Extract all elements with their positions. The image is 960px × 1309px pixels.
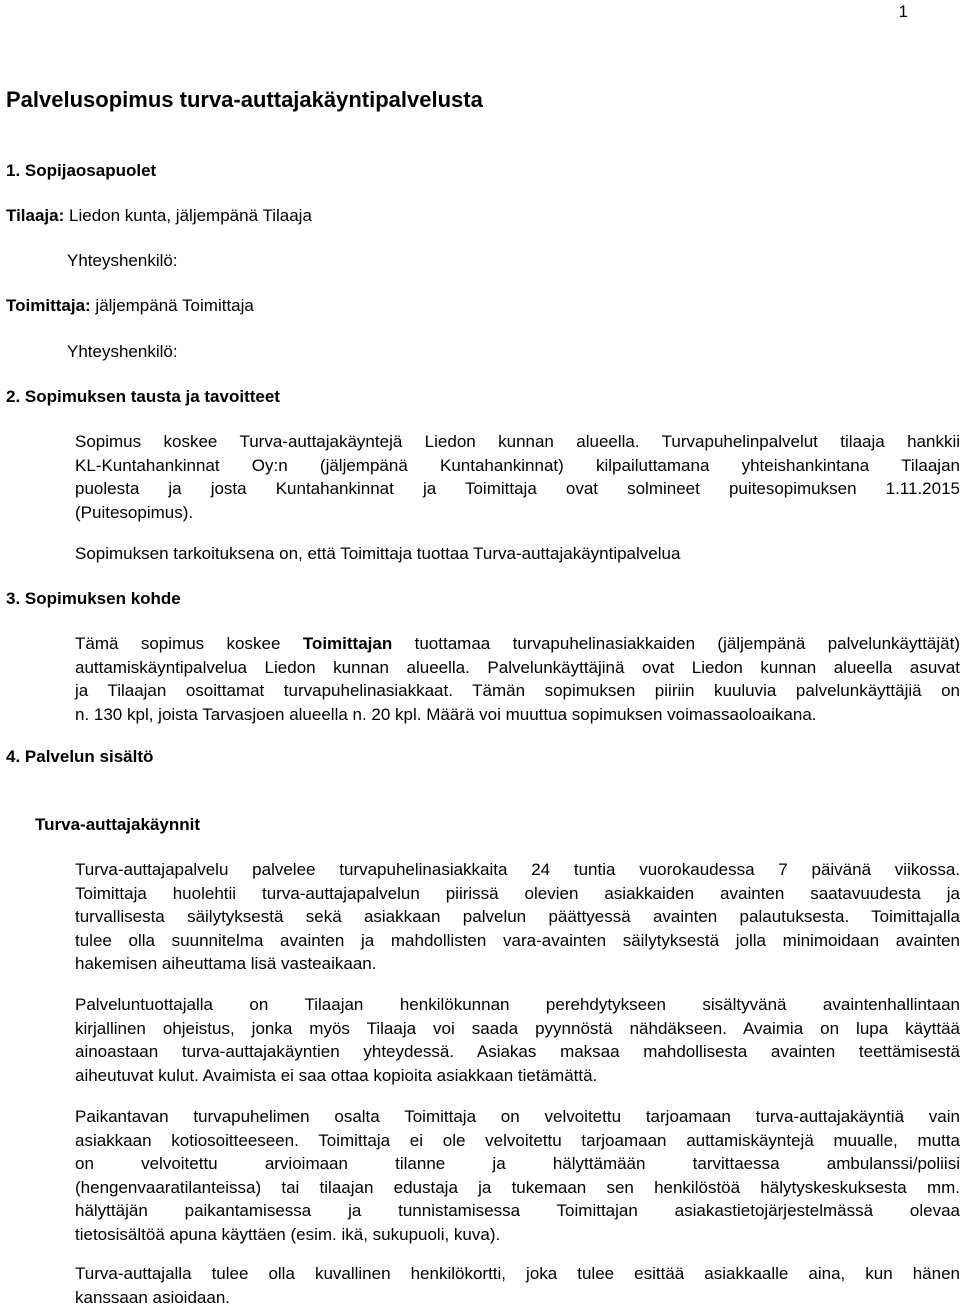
text-run: tuottamaa turvapuhelinasiakkaiden (jäljempänä palvelunkäyttäjät) (392, 634, 960, 653)
paragraph-line: auttamiskäyntipalvelua Liedon kunnan alueella. Palvelunkäyttäjinä ovat Liedon kunnan alueella asuvat (75, 656, 960, 680)
toimittaja-line (6, 294, 254, 318)
section-2-paragraph-1 (75, 430, 960, 524)
section-4-paragraph-4 (75, 1262, 960, 1309)
paragraph-line: ainoastaan turva-auttajakäyntien yhteydessä. Asiakas maksaa mahdollisesta avainten teettämisestä (75, 1040, 960, 1064)
document-title: Palvelusopimus turva-auttajakäyntipalvelusta (6, 86, 483, 114)
paragraph-line: on velvoitettu arvioimaan tilanne ja hälyttämään tarvittaessa ambulanssi/poliisi (75, 1152, 960, 1176)
paragraph-line: n. 130 kpl, joista Tarvasjoen alueella n. 20 kpl. Määrä voi muuttua sopimuksen voimassaoloaikana. (75, 703, 960, 727)
section-4-heading: 4. Palvelun sisältö (6, 745, 153, 769)
paragraph-line: Turva-auttajapalvelu palvelee turvapuhelinasiakkaita 24 tuntia vuorokaudessa 7 päivänä viikossa. (75, 858, 960, 882)
section-4-paragraph-3 (75, 1105, 960, 1246)
paragraph-line: kanssaan asioidaan. (75, 1286, 960, 1309)
section-2-paragraph-2: Sopimuksen tarkoituksena on, että Toimittaja tuottaa Turva-auttajakäyntipalvelua (75, 542, 960, 566)
paragraph-line: Paikantavan turvapuhelimen osalta Toimittaja on velvoitettu tarjoamaan turva-auttajakäyntiä vain (75, 1105, 960, 1129)
tilaaja-contact-label: Yhteyshenkilö: (67, 249, 178, 273)
toimittaja-contact-label: Yhteyshenkilö: (67, 340, 178, 364)
paragraph-line: tulee olla suunnitelma avainten ja mahdollisten vara-avainten säilytyksestä jolla minimoidaan avainten (75, 929, 960, 953)
paragraph-line: (Puitesopimus). (75, 501, 960, 525)
subheading-turva-auttajakaynnit: Turva-auttajakäynnit (35, 813, 200, 837)
paragraph-line: Toimittaja huolehtii turva-auttajapalvelun piirissä olevien asiakkaiden avainten saatavuudesta ja (75, 882, 960, 906)
toimittaja-label: Toimittaja: (6, 296, 91, 315)
paragraph-line: aiheutuvat kulut. Avaimista ei saa ottaa kopioita asiakkaan tietämättä. (75, 1064, 960, 1088)
text-run: Tämä sopimus koskee (75, 634, 303, 653)
tilaaja-value: Liedon kunta, jäljempänä Tilaaja (64, 206, 312, 225)
paragraph-line: kirjallinen ohjeistus, jonka myös Tilaaja voi saada pyynnöstä nähdäkseen. Avaimia on lupa käyttää (75, 1017, 960, 1041)
section-4-paragraph-2 (75, 993, 960, 1087)
paragraph-line: (hengenvaaratilanteissa) tai tilaajan edustaja ja tukemaan sen henkilöstöä hälytyskeskuksesta mm. (75, 1176, 960, 1200)
paragraph-line: Palveluntuottajalla on Tilaajan henkilökunnan perehdytykseen sisältyvänä avaintenhallintaan (75, 993, 960, 1017)
paragraph-line (75, 632, 960, 656)
paragraph-line: KL-Kuntahankinnat Oy:n (jäljempänä Kuntahankinnat) kilpailuttamana yhteishankintana Tilaajan (75, 454, 960, 478)
tilaaja-label: Tilaaja: (6, 206, 64, 225)
section-3-paragraph (75, 632, 960, 726)
section-4-paragraph-1 (75, 858, 960, 976)
paragraph-line: hälyttäjän paikantamisessa ja tunnistamisessa Toimittajan asiakastietojärjestelmässä olevaa (75, 1199, 960, 1223)
paragraph-line: Turva-auttajalla tulee olla kuvallinen henkilökortti, joka tulee esittää asiakkaalle aina, kun hänen (75, 1262, 960, 1286)
paragraph-line: asiakkaan kotiosoitteeseen. Toimittaja ei ole velvoitettu tarjoamaan auttamiskäyntejä muualle, mutta (75, 1129, 960, 1153)
paragraph-line: puolesta ja josta Kuntahankinnat ja Toimittaja ovat solmineet puitesopimuksen 1.11.2015 (75, 477, 960, 501)
section-2-heading: 2. Sopimuksen tausta ja tavoitteet (6, 385, 280, 409)
tilaaja-line (6, 204, 312, 228)
paragraph-line: ja Tilaajan osoittamat turvapuhelinasiakkaat. Tämän sopimuksen piiriin kuuluvia palvelunkäyttäjiä on (75, 679, 960, 703)
paragraph-line: turvallisesta säilytyksestä sekä asiakkaan palvelun päättyessä avainten palautuksesta. Toimittajalla (75, 905, 960, 929)
paragraph-line: Sopimus koskee Turva-auttajakäyntejä Liedon kunnan alueella. Turvapuhelinpalvelut tilaaja hankkii (75, 430, 960, 454)
emphasis-toimittajan: Toimittajan (303, 634, 392, 653)
toimittaja-value: jäljempänä Toimittaja (91, 296, 254, 315)
section-1-heading: 1. Sopijaosapuolet (6, 159, 156, 183)
page-number: 1 (899, 0, 908, 24)
paragraph-line: hakemisen aiheuttama lisä vasteaikaan. (75, 952, 960, 976)
section-3-heading: 3. Sopimuksen kohde (6, 587, 181, 611)
paragraph-line: tietosisältöä apuna käyttäen (esim. ikä, sukupuoli, kuva). (75, 1223, 960, 1247)
